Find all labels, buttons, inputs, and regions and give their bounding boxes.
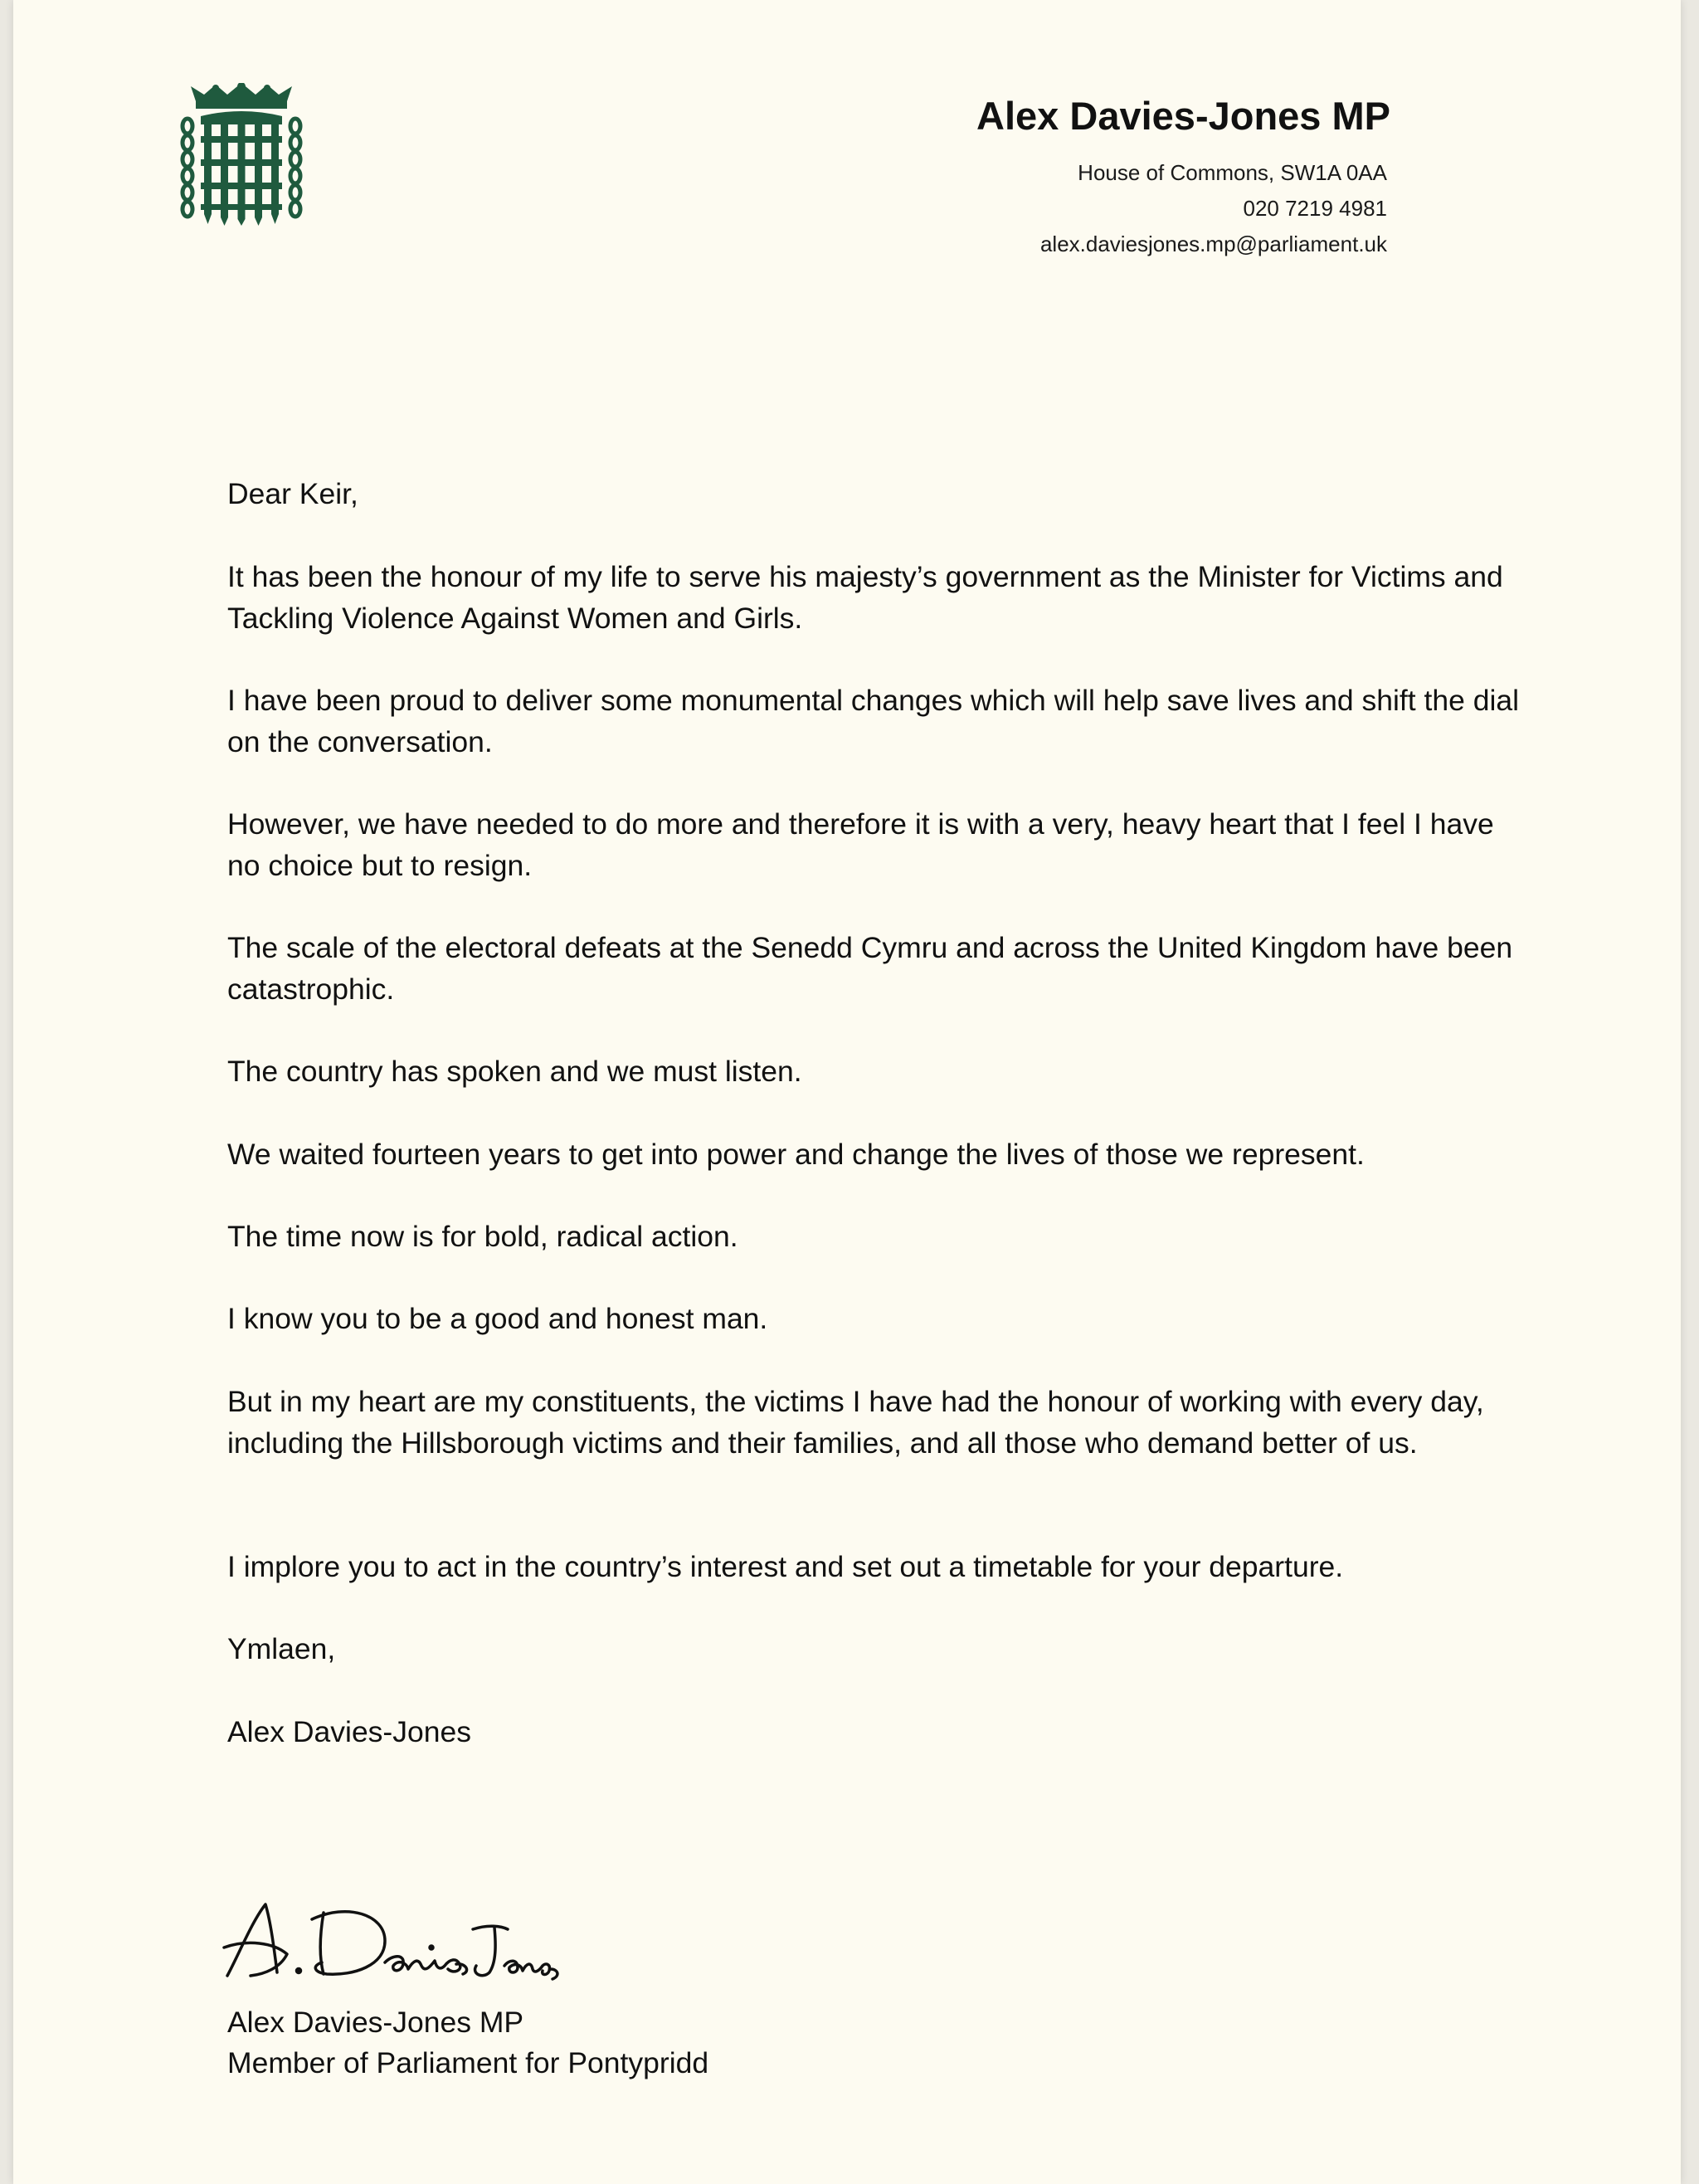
sender-address: House of Commons, SW1A 0AA xyxy=(1078,160,1387,185)
signoff-title: Member of Parliament for Pontypridd xyxy=(227,2046,709,2079)
paragraph-10: I implore you to act in the country’s interest and set out a timetable for your departure. xyxy=(227,1550,1344,1583)
sender-name-heading: Alex Davies-Jones MP xyxy=(976,94,1390,138)
paragraph-1: It has been the honour of my life to serve his majesty’s government as the Minister for Victims and Tackling Violence Against Women and Girls. xyxy=(227,560,1503,635)
letter-page xyxy=(13,0,1681,2184)
sender-email: alex.daviesjones.mp@parliament.uk xyxy=(1039,232,1387,256)
paragraph-8: I know you to be a good and honest man. xyxy=(227,1302,768,1335)
signoff-name: Alex Davies-Jones MP xyxy=(227,2006,524,2039)
closing: Ymlaen, xyxy=(227,1632,336,1665)
paragraph-7: The time now is for bold, radical action. xyxy=(227,1220,738,1253)
paragraph-3: However, we have needed to do more and therefore it is with a very, heavy heart that I feel I have no choice but to resign. xyxy=(227,807,1494,882)
sender-signoff: Alex Davies-Jones xyxy=(227,1715,471,1748)
salutation: Dear Keir, xyxy=(227,477,358,510)
sender-phone: 020 7219 4981 xyxy=(1243,196,1387,221)
paragraph-4: The scale of the electoral defeats at the Senedd Cymru and across the United Kingdom have been catastrophic. xyxy=(227,931,1513,1006)
paragraph-5: The country has spoken and we must listen. xyxy=(227,1055,802,1088)
paragraph-2: I have been proud to deliver some monumental changes which will help save lives and shift the dial on the conversation. xyxy=(227,684,1519,758)
paragraph-6: We waited fourteen years to get into power and change the lives of those we represent. xyxy=(227,1138,1365,1171)
portcullis-icon xyxy=(179,83,304,226)
paragraph-9: But in my heart are my constituents, the victims I have had the honour of working with every day, including the Hillsborough victims and their families, and all those who demand better of us. xyxy=(227,1385,1484,1460)
signature xyxy=(222,1896,562,1987)
